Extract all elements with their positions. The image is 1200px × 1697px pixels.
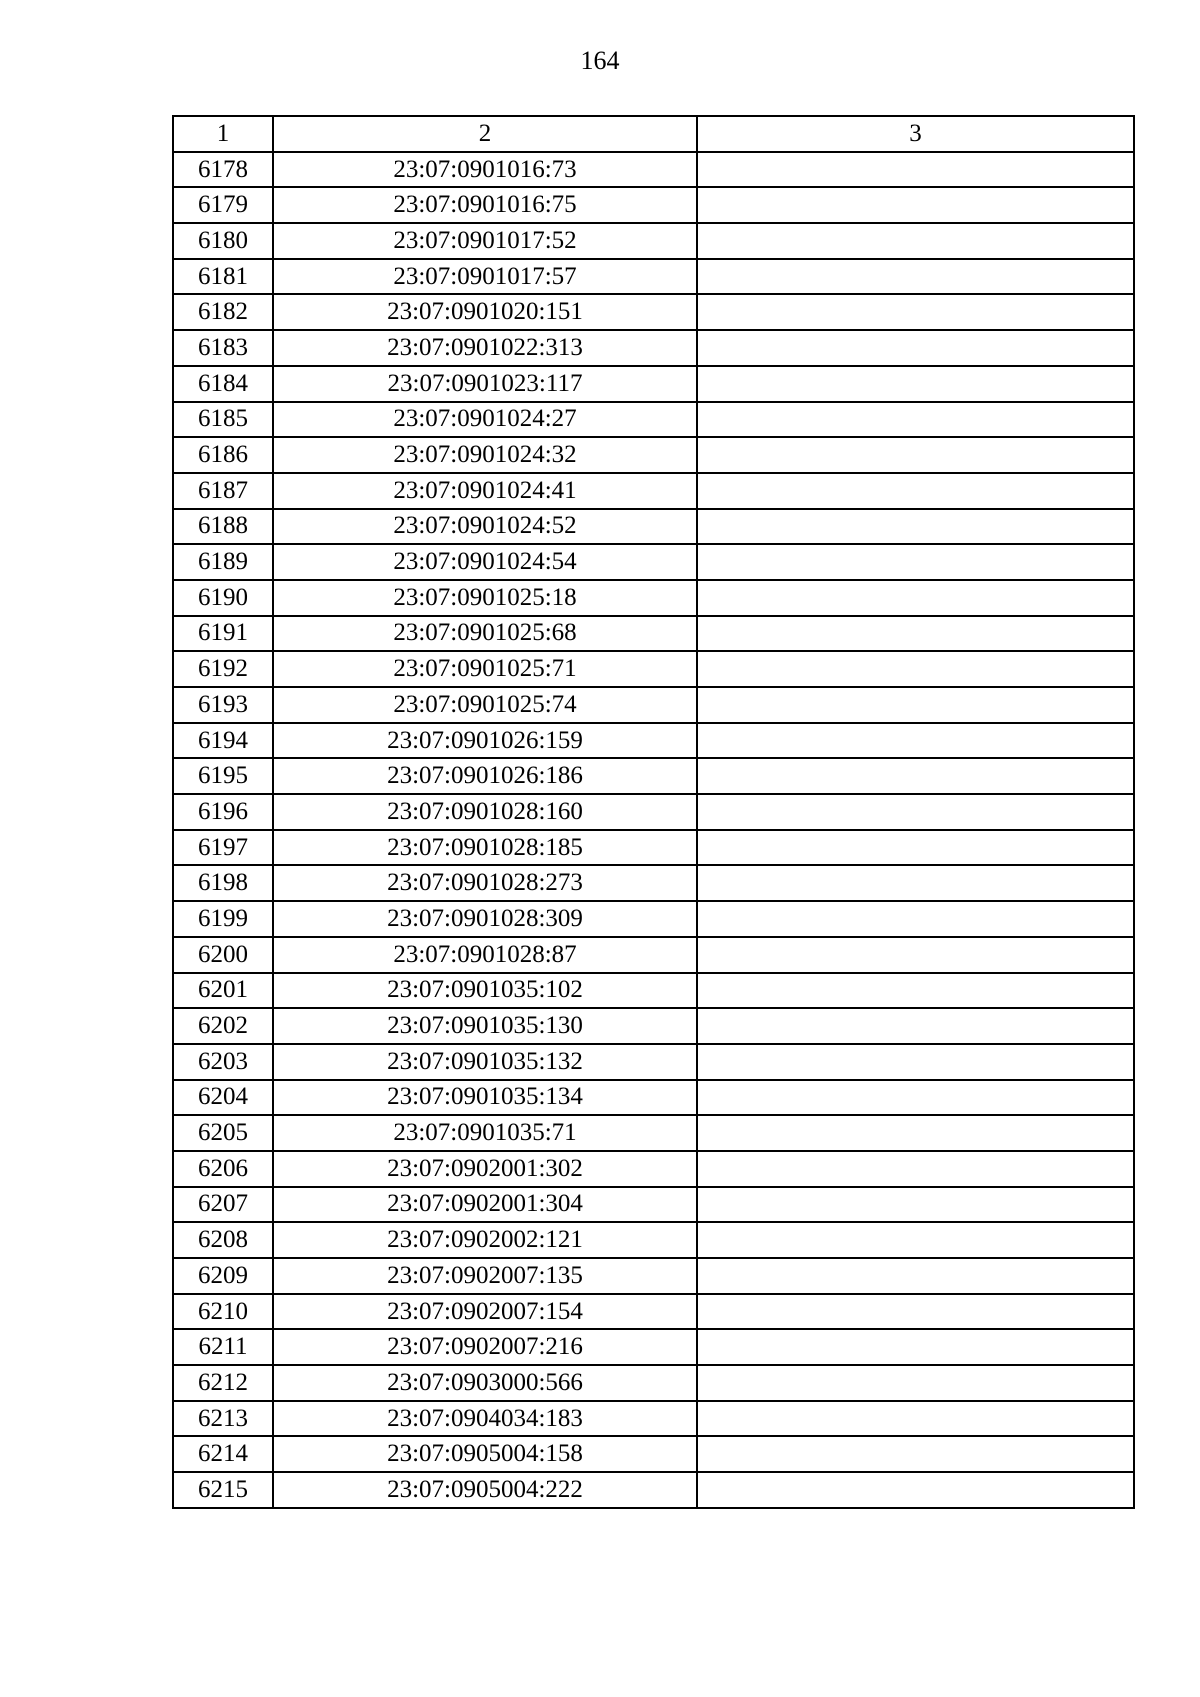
cadastral-number-cell: 23:07:0901035:134 xyxy=(273,1080,697,1116)
notes-cell xyxy=(697,366,1134,402)
row-number-cell: 6185 xyxy=(173,402,273,438)
row-number-cell: 6187 xyxy=(173,473,273,509)
table-row xyxy=(173,294,1134,330)
row-number-cell: 6178 xyxy=(173,152,273,188)
notes-cell xyxy=(697,437,1134,473)
row-number-cell: 6213 xyxy=(173,1401,273,1437)
row-number-cell: 6195 xyxy=(173,758,273,794)
row-number-cell: 6181 xyxy=(173,259,273,295)
notes-cell xyxy=(697,1151,1134,1187)
table-row xyxy=(173,865,1134,901)
notes-cell xyxy=(697,1080,1134,1116)
column-header-3: 3 xyxy=(697,116,1134,152)
row-number-cell: 6189 xyxy=(173,544,273,580)
cadastral-number-cell: 23:07:0901025:71 xyxy=(273,651,697,687)
cadastral-number-cell: 23:07:0905004:222 xyxy=(273,1472,697,1508)
cadastral-number-cell: 23:07:0901028:160 xyxy=(273,794,697,830)
cadastral-number-cell: 23:07:0901028:185 xyxy=(273,830,697,866)
notes-cell xyxy=(697,294,1134,330)
notes-cell xyxy=(697,1222,1134,1258)
table-row xyxy=(173,1365,1134,1401)
cadastral-number-cell: 23:07:0901023:117 xyxy=(273,366,697,402)
notes-cell xyxy=(697,830,1134,866)
notes-cell xyxy=(697,723,1134,759)
notes-cell xyxy=(697,1044,1134,1080)
table-row xyxy=(173,794,1134,830)
row-number-cell: 6201 xyxy=(173,973,273,1009)
cadastral-number-cell: 23:07:0902001:304 xyxy=(273,1187,697,1223)
row-number-cell: 6205 xyxy=(173,1115,273,1151)
row-number-cell: 6183 xyxy=(173,330,273,366)
row-number-cell: 6203 xyxy=(173,1044,273,1080)
table-row xyxy=(173,330,1134,366)
cadastral-number-cell: 23:07:0902007:135 xyxy=(273,1258,697,1294)
row-number-cell: 6212 xyxy=(173,1365,273,1401)
cadastral-number-cell: 23:07:0901017:52 xyxy=(273,223,697,259)
table-row xyxy=(173,1115,1134,1151)
table-row xyxy=(173,758,1134,794)
row-number-cell: 6179 xyxy=(173,187,273,223)
cadastral-number-cell: 23:07:0901016:75 xyxy=(273,187,697,223)
cadastral-number-cell: 23:07:0901035:102 xyxy=(273,973,697,1009)
row-number-cell: 6211 xyxy=(173,1329,273,1365)
table-row xyxy=(173,473,1134,509)
notes-cell xyxy=(697,865,1134,901)
row-number-cell: 6206 xyxy=(173,1151,273,1187)
notes-cell xyxy=(697,758,1134,794)
row-number-cell: 6210 xyxy=(173,1294,273,1330)
row-number-cell: 6204 xyxy=(173,1080,273,1116)
cadastral-number-cell: 23:07:0902007:216 xyxy=(273,1329,697,1365)
notes-cell xyxy=(697,544,1134,580)
row-number-cell: 6180 xyxy=(173,223,273,259)
row-number-cell: 6193 xyxy=(173,687,273,723)
row-number-cell: 6207 xyxy=(173,1187,273,1223)
table-row xyxy=(173,223,1134,259)
cadastral-number-cell: 23:07:0901024:52 xyxy=(273,509,697,545)
row-number-cell: 6209 xyxy=(173,1258,273,1294)
cadastral-number-cell: 23:07:0901025:74 xyxy=(273,687,697,723)
table-row xyxy=(173,1080,1134,1116)
notes-cell xyxy=(697,651,1134,687)
table-row xyxy=(173,830,1134,866)
row-number-cell: 6182 xyxy=(173,294,273,330)
notes-cell xyxy=(697,259,1134,295)
notes-cell xyxy=(697,580,1134,616)
table-body xyxy=(173,152,1134,1508)
cadastral-number-cell: 23:07:0901035:132 xyxy=(273,1044,697,1080)
notes-cell xyxy=(697,1472,1134,1508)
notes-cell xyxy=(697,616,1134,652)
notes-cell xyxy=(697,223,1134,259)
cadastral-number-cell: 23:07:0901026:186 xyxy=(273,758,697,794)
cadastral-number-cell: 23:07:0902007:154 xyxy=(273,1294,697,1330)
row-number-cell: 6184 xyxy=(173,366,273,402)
cadastral-number-cell: 23:07:0901035:130 xyxy=(273,1008,697,1044)
notes-cell xyxy=(697,1258,1134,1294)
table-row xyxy=(173,366,1134,402)
table-row xyxy=(173,723,1134,759)
table-row xyxy=(173,1329,1134,1365)
table-row xyxy=(173,1472,1134,1508)
cadastral-number-cell: 23:07:0901028:87 xyxy=(273,937,697,973)
notes-cell xyxy=(697,402,1134,438)
row-number-cell: 6190 xyxy=(173,580,273,616)
column-header-2: 2 xyxy=(273,116,697,152)
table-row xyxy=(173,1401,1134,1437)
cadastral-number-cell: 23:07:0901020:151 xyxy=(273,294,697,330)
row-number-cell: 6186 xyxy=(173,437,273,473)
table-row xyxy=(173,616,1134,652)
cadastral-number-cell: 23:07:0901028:309 xyxy=(273,901,697,937)
row-number-cell: 6202 xyxy=(173,1008,273,1044)
cadastral-number-cell: 23:07:0901024:54 xyxy=(273,544,697,580)
notes-cell xyxy=(697,1008,1134,1044)
cadastral-number-cell: 23:07:0901024:32 xyxy=(273,437,697,473)
table-row xyxy=(173,687,1134,723)
table-row xyxy=(173,187,1134,223)
notes-cell xyxy=(697,509,1134,545)
row-number-cell: 6191 xyxy=(173,616,273,652)
table-row xyxy=(173,651,1134,687)
table-row xyxy=(173,152,1134,188)
table-row xyxy=(173,1436,1134,1472)
row-number-cell: 6188 xyxy=(173,509,273,545)
cadastral-number-cell: 23:07:0901022:313 xyxy=(273,330,697,366)
table-row xyxy=(173,937,1134,973)
cadastral-number-cell: 23:07:0905004:158 xyxy=(273,1436,697,1472)
row-number-cell: 6192 xyxy=(173,651,273,687)
cadastral-number-cell: 23:07:0901016:73 xyxy=(273,152,697,188)
table-row xyxy=(173,1044,1134,1080)
notes-cell xyxy=(697,1401,1134,1437)
notes-cell xyxy=(697,473,1134,509)
table-header-row xyxy=(173,116,1134,152)
row-number-cell: 6194 xyxy=(173,723,273,759)
notes-cell xyxy=(697,187,1134,223)
cadastral-number-cell: 23:07:0901017:57 xyxy=(273,259,697,295)
table-row xyxy=(173,973,1134,1009)
table-row xyxy=(173,1008,1134,1044)
table-row xyxy=(173,1222,1134,1258)
cadastral-number-cell: 23:07:0901025:68 xyxy=(273,616,697,652)
table-row xyxy=(173,259,1134,295)
row-number-cell: 6200 xyxy=(173,937,273,973)
notes-cell xyxy=(697,687,1134,723)
row-number-cell: 6208 xyxy=(173,1222,273,1258)
notes-cell xyxy=(697,152,1134,188)
row-number-cell: 6215 xyxy=(173,1472,273,1508)
cadastral-number-cell: 23:07:0904034:183 xyxy=(273,1401,697,1437)
notes-cell xyxy=(697,330,1134,366)
cadastral-number-cell: 23:07:0901028:273 xyxy=(273,865,697,901)
cadastral-number-cell: 23:07:0902001:302 xyxy=(273,1151,697,1187)
cadastral-number-cell: 23:07:0901024:41 xyxy=(273,473,697,509)
cadastral-number-cell: 23:07:0901025:18 xyxy=(273,580,697,616)
row-number-cell: 6198 xyxy=(173,865,273,901)
cadastral-number-cell: 23:07:0901035:71 xyxy=(273,1115,697,1151)
cadastral-table xyxy=(172,115,1135,1509)
row-number-cell: 6214 xyxy=(173,1436,273,1472)
notes-cell xyxy=(697,1294,1134,1330)
row-number-cell: 6199 xyxy=(173,901,273,937)
page-number: 164 xyxy=(580,46,620,75)
table-row xyxy=(173,437,1134,473)
cadastral-number-cell: 23:07:0901026:159 xyxy=(273,723,697,759)
row-number-cell: 6197 xyxy=(173,830,273,866)
column-header-1: 1 xyxy=(173,116,273,152)
table-row xyxy=(173,901,1134,937)
notes-cell xyxy=(697,1115,1134,1151)
table-row xyxy=(173,544,1134,580)
notes-cell xyxy=(697,794,1134,830)
table-row xyxy=(173,1151,1134,1187)
cadastral-number-cell: 23:07:0902002:121 xyxy=(273,1222,697,1258)
notes-cell xyxy=(697,1436,1134,1472)
table-row xyxy=(173,580,1134,616)
notes-cell xyxy=(697,901,1134,937)
table-row xyxy=(173,509,1134,545)
notes-cell xyxy=(697,973,1134,1009)
notes-cell xyxy=(697,1329,1134,1365)
cadastral-number-cell: 23:07:0903000:566 xyxy=(273,1365,697,1401)
row-number-cell: 6196 xyxy=(173,794,273,830)
table-row xyxy=(173,1294,1134,1330)
notes-cell xyxy=(697,1187,1134,1223)
notes-cell xyxy=(697,937,1134,973)
table-row xyxy=(173,402,1134,438)
table-row xyxy=(173,1187,1134,1223)
table-row xyxy=(173,1258,1134,1294)
cadastral-number-cell: 23:07:0901024:27 xyxy=(273,402,697,438)
notes-cell xyxy=(697,1365,1134,1401)
